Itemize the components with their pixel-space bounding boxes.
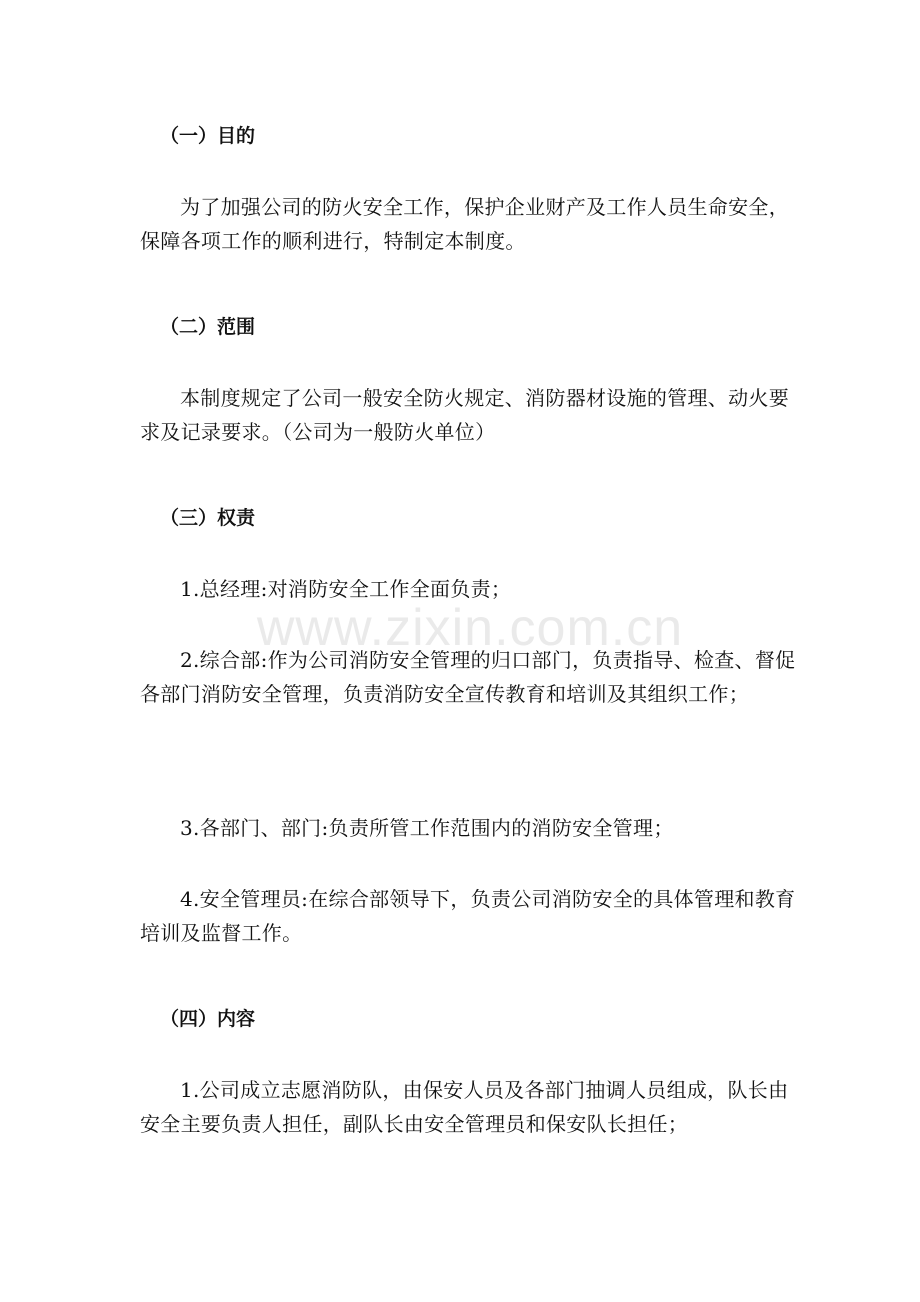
paragraph-duty-3: 3.各部门、部门:负责所管工作范围内的消防安全管理； (180, 816, 674, 840)
paragraph-duty-2: 2.综合部:作为公司消防安全管理的归口部门，负责指导、检查、督促各部门消防安全管理，负责消防安全宣传教育和培训及其组织工作； (140, 648, 796, 706)
paragraph-content-1: 1.公司成立志愿消防队，由保安人员及各部门抽调人员组成，队长由安全主要负责人担任，副队长由安全管理员和保安队长担任； (140, 1078, 789, 1136)
heading-purpose: （一）目的 (160, 125, 256, 147)
watermark: www.zixin.com.cn (256, 599, 684, 657)
heading-content: （四）内容 (160, 1008, 256, 1030)
heading-scope: （二）范围 (160, 316, 256, 338)
paragraph-duty-4: 4.安全管理员:在综合部领导下，负责公司消防安全的具体管理和教育培训及监督工作。 (140, 887, 796, 945)
heading-duties: （三）权责 (160, 507, 256, 529)
paragraph-purpose: 为了加强公司的防火安全工作，保护企业财产及工作人员生命安全，保障各项工作的顺利进行，特制定本制度。 (140, 195, 789, 253)
paragraph-duty-1: 1.总经理:对消防安全工作全面负责； (180, 577, 512, 601)
paragraph-scope: 本制度规定了公司一般安全防火规定、消防器材设施的管理、动火要求及记录要求。（公司为一般防火单位） (140, 386, 789, 444)
